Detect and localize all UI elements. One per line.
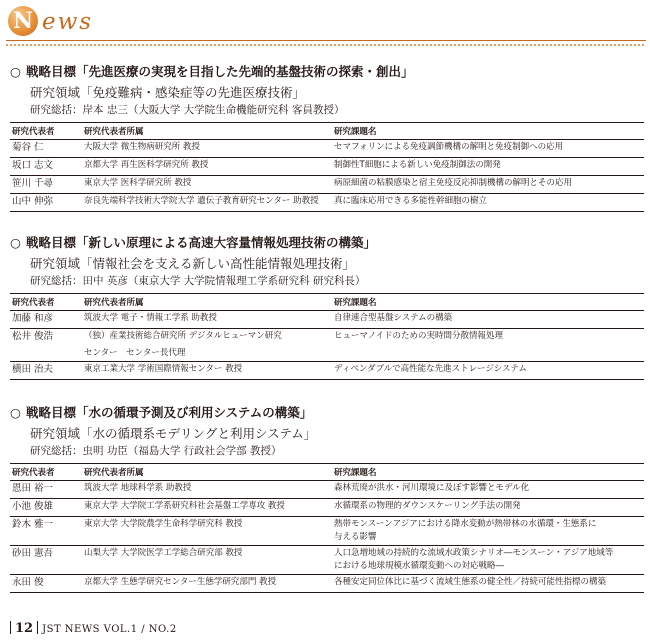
table-row	[10, 499, 644, 517]
news-badge-icon: N	[8, 6, 38, 36]
table-row	[10, 517, 644, 546]
rep-affil	[82, 329, 332, 362]
col-header-title: 研究課題名	[334, 468, 377, 478]
rep-affil-line: （独）産業技術総合研究所 デジタルヒューマン研究	[84, 331, 282, 341]
footer-divider	[37, 621, 38, 634]
col-header-affil: 研究代表者所属	[84, 468, 144, 478]
page-footer	[10, 621, 177, 637]
rep-affil: 京都大学 生態学研究センター生態学研究部門 教授	[84, 577, 277, 587]
rep-name: 小池 俊雄	[12, 501, 54, 512]
project-title-line: 熱帯モンスーンアジアにおける降水変動が熱帯林の水循環・生態系に	[334, 519, 597, 529]
table-row	[10, 329, 644, 362]
news-header	[6, 4, 646, 38]
rep-affil: 大阪大学 微生物病研究所 教授	[84, 142, 200, 152]
rep-affil-line: センター センター長代理	[84, 348, 186, 358]
news-title: ews	[42, 9, 94, 35]
page-number: 12	[15, 621, 34, 636]
research-field: 研究領域「免疫難病・感染症等の先進医療技術」	[30, 85, 306, 100]
table-row	[10, 176, 644, 194]
circle-bullet-icon: ○	[10, 405, 21, 420]
rep-affil: 東京大学 大学院農学生命科学研究科 教授	[84, 519, 243, 529]
rep-affil: 奈良先端科学技術大学院大学 遺伝子教育研究センター 助教授	[84, 196, 319, 206]
circle-bullet-icon: ○	[10, 64, 21, 79]
researcher-table	[10, 293, 644, 380]
rep-affil: 山梨大学 大学院医学工学総合研究部 教授	[84, 548, 243, 558]
table-row	[10, 311, 644, 329]
project-title: 森林荒廃が洪水・河川環境に及ぼす影響とモデル化	[334, 483, 530, 493]
rep-name: 山中 伸弥	[12, 196, 54, 207]
table-row	[10, 362, 644, 380]
rep-name: 鈴木 雅一	[12, 519, 54, 530]
rep-name: 恩田 裕一	[12, 483, 54, 494]
rep-affil: 東京大学 医科学研究所 教授	[84, 178, 192, 188]
circle-bullet-icon: ○	[10, 235, 21, 250]
table-header-row	[10, 123, 644, 140]
table-row	[10, 140, 644, 158]
project-title: ディペンダブルで高性能な先進ストレージシステム	[334, 364, 527, 374]
rep-name: 永田 俊	[12, 577, 44, 588]
rep-affil: 筑波大学 電子・情報工学系 助教授	[84, 313, 217, 323]
rep-affil: 京都大学 再生医科学研究所 教授	[84, 160, 209, 170]
project-title: 真に臨床応用できる多能性幹細胞の樹立	[334, 196, 488, 206]
col-header-rep: 研究代表者	[12, 298, 55, 308]
col-header-title: 研究課題名	[334, 298, 377, 308]
table-row	[10, 546, 644, 575]
col-header-rep: 研究代表者	[12, 127, 55, 137]
section-water-cycle	[10, 405, 644, 593]
rep-name: 加藤 和彦	[12, 313, 54, 324]
project-title: セマフォリンによる免疫調節機構の解明と免疫制御への応用	[334, 142, 564, 152]
project-title: 各種安定同位体比に基づく流域生態系の健全性／持続可能性指標の構築	[334, 577, 607, 587]
rep-name: 坂口 志文	[12, 160, 54, 171]
section-advanced-medicine	[10, 64, 644, 212]
table-row	[10, 575, 644, 593]
col-header-affil: 研究代表者所属	[84, 127, 144, 137]
project-title-line: 人口急増地域の持続的な流域水政策シナリオ―モンスーン・アジア地域等	[334, 548, 614, 558]
project-title: 制御性T細胞による新しい免疫制御法の開発	[334, 160, 501, 170]
table-header-row	[10, 464, 644, 481]
project-title: ヒューマノイドのための実時間分散情報処理	[334, 331, 503, 341]
project-title: 水循環系の物理的ダウンスケーリング手法の開発	[334, 501, 521, 511]
research-director: 研究総括：岸本 忠三（大阪大学 大学院生命機能研究科 客員教授）	[30, 104, 345, 116]
project-title-line: における地球規模水循環変動への対応戦略―	[334, 561, 505, 571]
rep-name: 砂田 憲吾	[12, 548, 54, 559]
header-dotted-rule	[6, 44, 646, 46]
strategic-goal-heading: ○ 戦略目標「先進医療の実現を目指した先端的基盤技術の探索・創出」	[10, 64, 414, 79]
table-header-row	[10, 294, 644, 311]
magazine-issue: JST NEWS VOL.1 / NO.2	[42, 624, 177, 635]
rep-affil: 東京大学 大学院工学系研究科社会基盤工学専攻 教授	[84, 501, 285, 511]
project-title	[332, 546, 644, 575]
project-title: 病原細菌の粘膜感染と宿主免疫反応抑制機構の解明とその応用	[334, 178, 573, 188]
table-row	[10, 158, 644, 176]
rep-name: 松井 俊浩	[12, 331, 54, 342]
researcher-table	[10, 463, 644, 593]
table-row	[10, 194, 644, 212]
research-director: 研究総括：田中 英彦（東京大学 大学院情報理工学系研究科 研究科長）	[30, 275, 366, 287]
rep-affil: 東京工業大学 学術国際情報センター 教授	[84, 364, 243, 374]
col-header-affil: 研究代表者所属	[84, 298, 144, 308]
rep-name: 菊谷 仁	[12, 142, 44, 153]
header-rule	[6, 40, 646, 41]
table-row	[10, 481, 644, 499]
col-header-title: 研究課題名	[334, 127, 377, 137]
project-title	[332, 517, 644, 546]
project-title: 自律連合型基盤システムの構築	[334, 313, 453, 323]
footer-divider	[10, 621, 11, 634]
strategic-goal-heading: ○ 戦略目標「新しい原理による高速大容量情報処理技術の構築」	[10, 235, 377, 250]
section-information-processing	[10, 235, 644, 380]
rep-name: 横田 治夫	[12, 364, 54, 375]
project-title-line: 与える影響	[334, 532, 377, 542]
research-field: 研究領域「情報社会を支える新しい高性能情報処理技術」	[30, 256, 356, 271]
col-header-rep: 研究代表者	[12, 468, 55, 478]
researcher-table	[10, 122, 644, 212]
rep-affil: 筑波大学 地球科学系 助教授	[84, 483, 192, 493]
research-director: 研究総括：虫明 功臣（福島大学 行政社会学部 教授）	[30, 445, 282, 457]
rep-name: 笹川 千尋	[12, 178, 54, 189]
research-field: 研究領域「水の循環系モデリングと利用システム」	[30, 426, 317, 441]
strategic-goal-heading: ○ 戦略目標「水の循環予測及び利用システムの構築」	[10, 405, 313, 420]
